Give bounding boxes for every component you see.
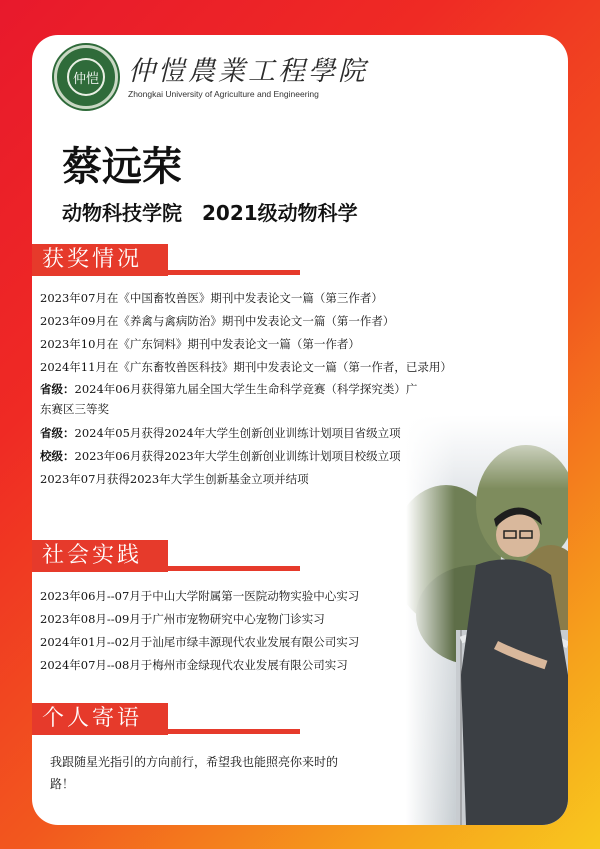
college-name: 动物科技学院 <box>62 201 182 225</box>
award-text: 2024年05月获得2024年大学生创新创业训练计划项目省级立项 <box>74 426 401 440</box>
seal-text: 仲恺 <box>67 58 105 96</box>
award-item: 2023年09月在《养禽与禽病防治》期刊中发表论文一篇（第一作者） <box>40 314 395 328</box>
award-item <box>40 422 420 445</box>
award-item: 2023年07月获得2023年大学生创新基金立项并结项 <box>40 472 309 486</box>
award-item <box>40 445 420 468</box>
class-name: 2021级动物科学 <box>202 201 358 225</box>
awards-list <box>40 287 452 491</box>
practice-heading-line <box>150 566 300 571</box>
motto-heading: 个人寄语 <box>32 703 168 735</box>
practice-item: 2024年01月--02月于汕尾市绿丰源现代农业发展有限公司实习 <box>40 635 360 649</box>
awards-heading-line <box>150 270 300 275</box>
award-item <box>40 379 420 419</box>
motto-heading-line <box>150 729 300 734</box>
practice-item: 2023年06月--07月于中山大学附属第一医院动物实验中心实习 <box>40 589 360 603</box>
school-name-en: Zhongkai University of Agriculture and Engineering <box>128 88 319 99</box>
school-seal-icon <box>54 45 118 109</box>
practice-list <box>40 585 420 677</box>
award-item: 2023年07月在《中国畜牧兽医》期刊中发表论文一篇（第三作者） <box>40 291 383 305</box>
award-text: 2024年06月获得第九届全国大学生生命科学竞赛（科学探究类）广东赛区三等奖 <box>40 382 418 416</box>
award-item: 2023年10月在《广东饲料》期刊中发表论文一篇（第一作者） <box>40 337 360 351</box>
award-text: 2023年06月获得2023年大学生创新创业训练计划项目校级立项 <box>74 449 401 463</box>
practice-item: 2023年08月--09月于广州市宠物研究中心宠物门诊实习 <box>40 612 325 626</box>
motto-text: 我跟随星光指引的方向前行，希望我也能照亮你来时的路！ <box>50 755 339 791</box>
awards-heading: 获奖情况 <box>32 244 168 276</box>
student-name: 蔡远荣 <box>62 144 182 190</box>
practice-item: 2024年07月--08月于梅州市金绿现代农业发展有限公司实习 <box>40 658 348 672</box>
student-major <box>62 197 358 226</box>
poster-card <box>32 35 568 825</box>
practice-heading: 社会实践 <box>32 540 168 572</box>
award-level: 省级： <box>40 382 75 396</box>
student-photo <box>406 415 568 825</box>
award-level: 校级： <box>40 449 75 463</box>
award-level: 省级： <box>40 426 75 440</box>
school-name-cn: 仲愷農業工程學院 <box>128 55 368 87</box>
award-item: 2024年11月在《广东畜牧兽医科技》期刊中发表论文一篇（第一作者，已录用） <box>40 360 452 374</box>
school-logo <box>54 45 368 109</box>
